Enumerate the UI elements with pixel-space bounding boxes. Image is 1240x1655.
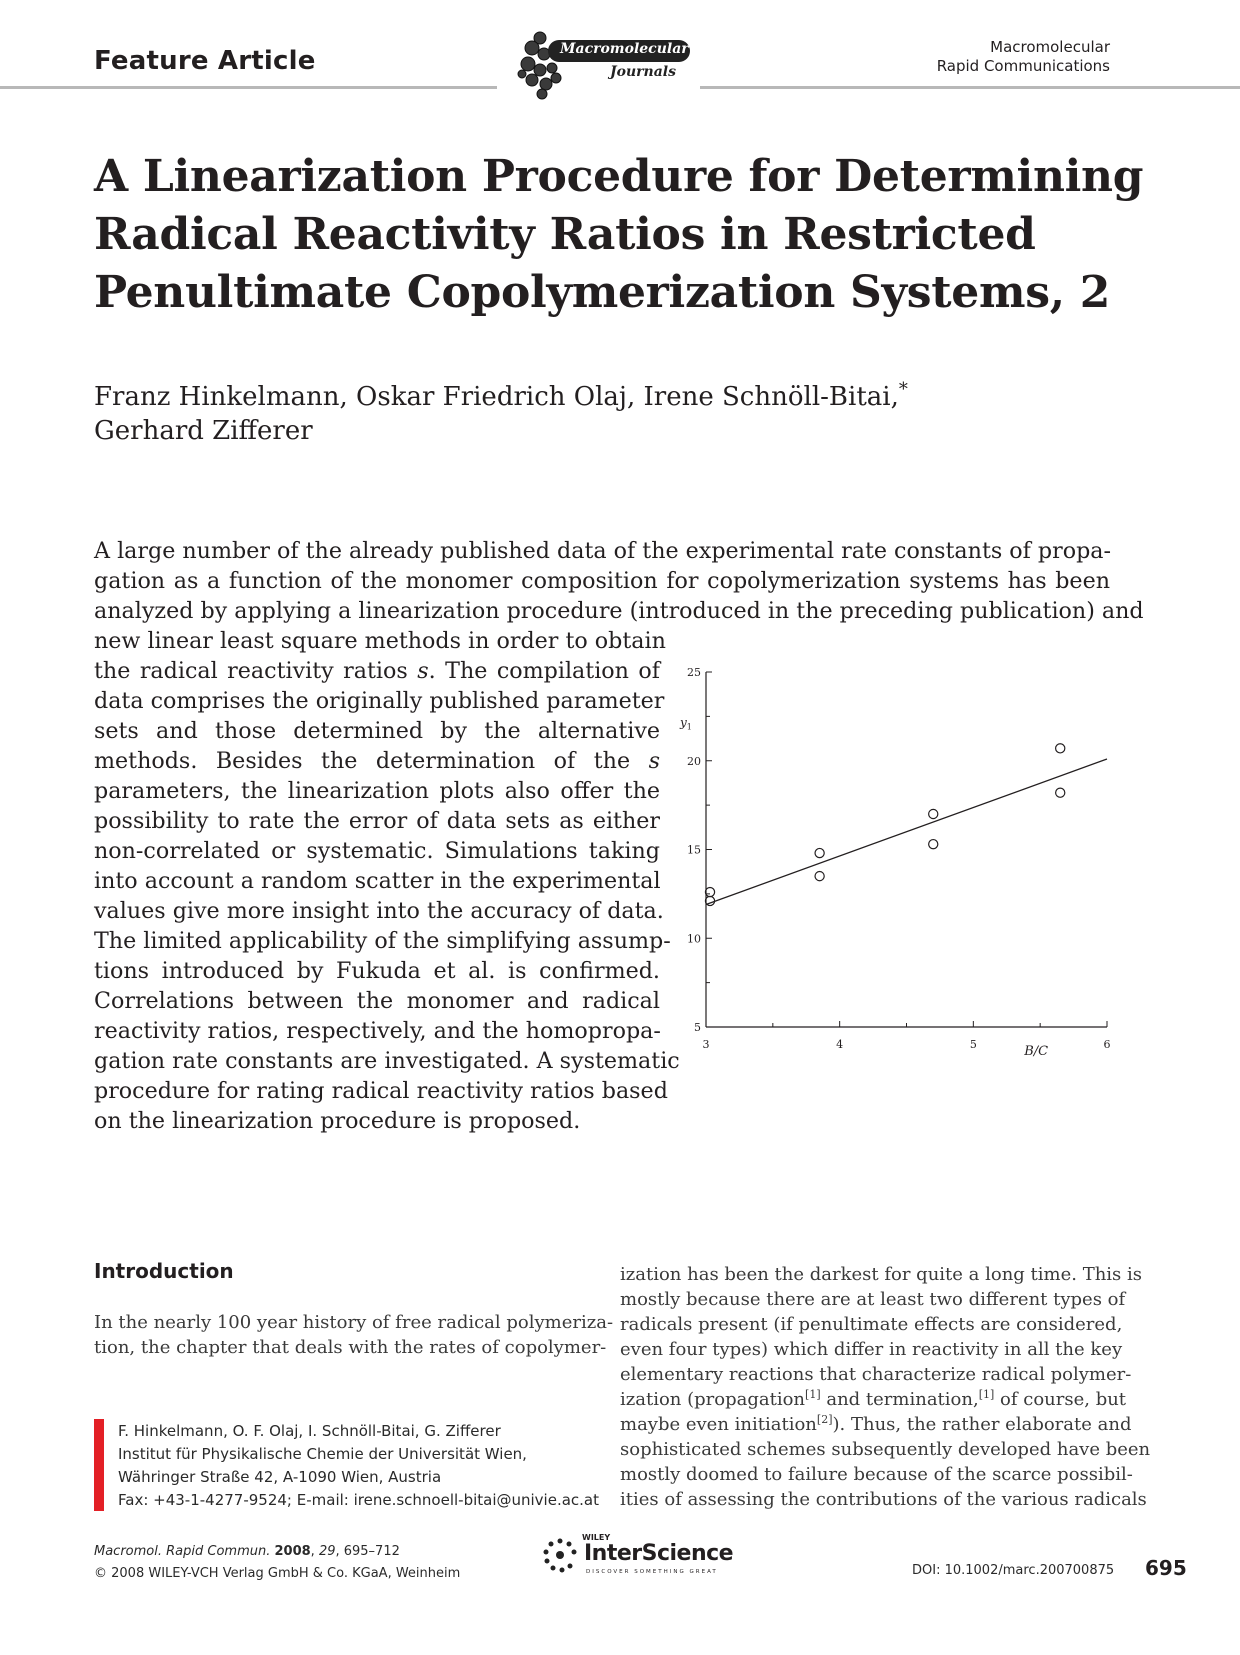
data-point [705,888,714,897]
abstract-line: new linear least square methods in order to obtain [94,628,666,654]
body-line: radicals present (if penultimate effects are considered, [620,1314,1123,1335]
citation-block [94,1541,460,1585]
abstract-line-tail: . The compilation of [428,658,660,684]
abstract-line [94,746,660,776]
journal-name [937,38,1110,76]
body-line: In the nearly 100 year history of free radical polymeriza- [94,1312,614,1333]
abstract-line: non-correlated or systematic. Simulations taking [94,838,660,864]
reference-superscript: [1] [805,1388,821,1401]
symbol-s: s [417,658,429,684]
abstract-line: data comprises the originally published parameter [94,688,665,714]
citation-year: 2008 [274,1544,311,1559]
y-tick-label: 5 [694,1021,701,1034]
y-axis-label: $y_1$ [680,715,692,732]
intro-left-column [94,1310,614,1360]
affiliation-line: Währinger Straße 42, A-1090 Wien, Austria [118,1468,442,1486]
title-line: Radical Reactivity Ratios in Restricted [94,209,1036,260]
data-point [1056,744,1065,753]
data-point [929,840,938,849]
body-line: ization (propagation[1] and termination,[1] of course, but [620,1388,1127,1410]
abstract-line-text: the radical reactivity ratios [94,658,408,684]
citation-line: Macromol. Rapid Commun. 2008, 29, 695–712 [94,1544,400,1559]
logo-text-journals: Journals [610,64,676,80]
affiliation-line: Fax: +43-1-4277-9524; E-mail: irene.schnoell-bitai@univie.ac.at [118,1491,599,1509]
abstract-line: Correlations between the monomer and radical [94,988,660,1014]
x-axis-label: B/C [1024,1044,1049,1059]
affiliation-accent-bar [94,1419,104,1511]
y-axis-label-subscript: 1 [686,722,692,732]
abstract-line: reactivity ratios, respectively, and the homopropa- [94,1018,661,1044]
abstract-column [94,626,680,1136]
doi: DOI: 10.1002/marc.200700875 [912,1563,1115,1578]
title-line: Penultimate Copolymerization Systems, 2 [94,267,1111,318]
citation-pages: , 695–712 [335,1544,400,1559]
abstract-line: The limited applicability of the simplifying assump- [94,928,671,954]
reference-superscript: [2] [816,1413,833,1426]
y-tick-label: 25 [687,666,701,679]
y-tick-label: 15 [687,843,701,857]
intro-right-column [620,1262,1151,1512]
citation-journal: Macromol. Rapid Commun. [94,1544,271,1559]
abstract-line: gation rate constants are investigated. A systematic [94,1048,680,1074]
affiliation-line: Institut für Physikalische Chemie der Universität Wien, [118,1445,527,1463]
wiley-wordmark: WILEY [582,1533,611,1542]
interscience-tagline: DISCOVER SOMETHING GREAT [586,1569,718,1575]
reference-superscript: [1] [978,1388,995,1401]
affiliation-block [118,1420,599,1512]
article-title [94,148,1154,322]
fit-line [706,759,1107,905]
header-rule-right [700,86,1240,89]
abstract-line [94,656,660,686]
body-line: ization has been the darkest for quite a long time. This is [620,1264,1142,1285]
abstract-line: into account a random scatter in the experimental [94,868,661,894]
header-rule-left [0,86,497,89]
copyright-line: © 2008 WILEY-VCH Verlag GmbH & Co. KGaA, Weinheim [94,1566,461,1581]
abstract-line: analyzed by applying a linearization procedure (introduced in the preceding publication) and [94,598,1144,624]
abstract-line: on the linearization procedure is proposed. [94,1108,581,1134]
body-line: tion, the chapter that deals with the rates of copolymer- [94,1337,607,1358]
section-label: Feature Article [94,46,316,76]
abstract-line: values give more insight into the accuracy of data. [94,898,664,924]
body-line: maybe even initiation[2]). Thus, the rather elaborate and [620,1413,1132,1435]
body-line: mostly because there are at least two different types of [620,1289,1126,1310]
authors-line2: Gerhard Zifferer [94,416,313,446]
abstract-full-width [94,536,1144,626]
section-heading-introduction: Introduction [94,1259,234,1283]
corresponding-author-mark: * [898,379,908,400]
abstract-line: possibility to rate the error of data sets as either [94,808,660,834]
data-point [1056,788,1065,797]
abstract-line: gation as a function of the monomer composition for copolymerization systems has been [94,568,1110,594]
logo-text-macromolecular: Macromolecular [560,41,689,57]
molecule-icon [512,24,582,104]
wiley-interscience-logo [540,1531,734,1581]
body-line: mostly doomed to failure because of the scarce possibil- [620,1464,1133,1485]
body-line: elementary reactions that characterize radical polymer- [620,1364,1132,1385]
x-tick-label: 6 [1103,1038,1111,1051]
data-point [929,809,938,818]
data-point [815,848,824,857]
data-point [815,872,824,881]
body-line: even four types) which differ in reactivity in all the key [620,1339,1123,1360]
affiliation-line: F. Hinkelmann, O. F. Olaj, I. Schnöll-Bitai, G. Zifferer [118,1422,501,1440]
x-tick-label: 3 [702,1038,710,1051]
journal-name-line2: Rapid Communications [936,57,1110,75]
authors-line1: Franz Hinkelmann, Oskar Friedrich Olaj, Irene Schnöll-Bitai, [94,382,899,412]
interscience-swirl-icon [540,1535,580,1575]
author-list [94,380,1094,448]
x-tick-label: 4 [836,1038,844,1051]
body-line: sophisticated schemes subsequently developed have been [620,1439,1151,1460]
abstract-figure [660,655,1120,1100]
x-tick-label: 5 [969,1038,977,1051]
citation-volume: 29 [318,1544,336,1559]
abstract-line-text: methods. Besides the determination of the [94,748,631,774]
title-line: A Linearization Procedure for Determining [94,151,1144,202]
abstract-line: sets and those determined by the alternative [94,718,660,744]
y-tick-label: 10 [687,932,701,946]
macromolecular-journals-logo [512,24,692,104]
body-line: ities of assessing the contributions of the various radicals [620,1489,1147,1510]
y-tick-label: 20 [687,754,701,768]
abstract-line: parameters, the linearization plots also offer the [94,778,660,804]
symbol-s: s [648,748,660,774]
interscience-wordmark: InterScience [584,1541,734,1566]
abstract-line: A large number of the already published data of the experimental rate constants of propa- [94,538,1112,564]
abstract-line: procedure for rating radical reactivity ratios based [94,1078,668,1104]
journal-name-line1: Macromolecular [990,38,1110,56]
abstract-line: tions introduced by Fukuda et al. is confirmed. [94,958,660,984]
page-number: 695 [1145,1556,1187,1580]
